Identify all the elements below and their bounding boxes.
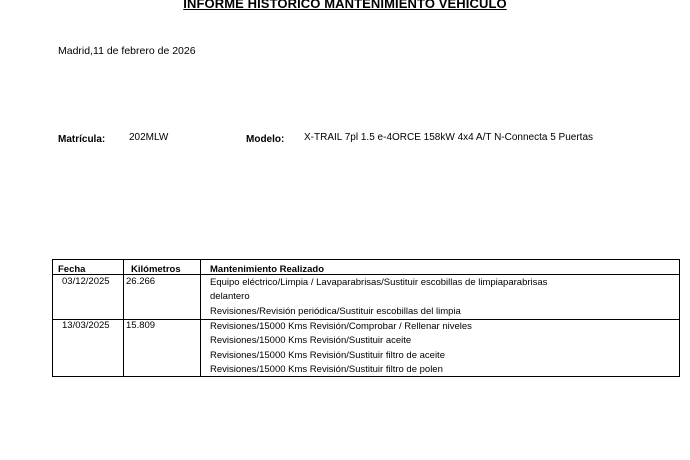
row-km: 26.266 [126, 276, 156, 287]
model-label: Modelo: [246, 134, 285, 145]
header-km: Kilómetros [131, 264, 181, 275]
row-work-items [210, 276, 547, 319]
model-value: X-TRAIL 7pl 1.5 e-4ORCE 158kW 4x4 A/T N-Connecta 5 Puertas [304, 132, 594, 143]
work-item: Equipo eléctrico/Limpia / Lavaparabrisas/Sustituir escobillas de limpiaparabrisas [210, 277, 548, 288]
work-item: Revisiones/15000 Kms Revisión/Comprobar / Rellenar niveles [210, 321, 472, 332]
row-km: 15.809 [126, 320, 156, 331]
plate-label: Matrícula: [58, 134, 106, 145]
work-item: Revisiones/Revisión periódica/Sustituir escobillas del limpia [210, 305, 461, 317]
report-title: INFORME HISTORICO MANTENIMIENTO VEHICULO [183, 0, 507, 11]
row-date: 03/12/2025 [62, 276, 110, 287]
work-item: Revisiones/15000 Kms Revisión/Sustituir filtro de aceite [210, 349, 445, 361]
row-date: 13/03/2025 [62, 320, 110, 331]
work-item: Revisiones/15000 Kms Revisión/Sustituir filtro de polen [210, 363, 443, 375]
column-divider [200, 260, 201, 376]
header-date: Fecha [58, 264, 86, 275]
row-work-items [210, 320, 472, 377]
report-date: Madrid,11 de febrero de 2026 [58, 45, 196, 57]
header-work: Mantenimiento Realizado [210, 264, 325, 275]
maintenance-table [52, 259, 680, 377]
work-item: delantero [210, 291, 250, 303]
work-item: Revisiones/15000 Kms Revisión/Sustituir aceite [210, 335, 412, 347]
column-divider [123, 260, 124, 376]
plate-value: 202MLW [129, 132, 169, 143]
